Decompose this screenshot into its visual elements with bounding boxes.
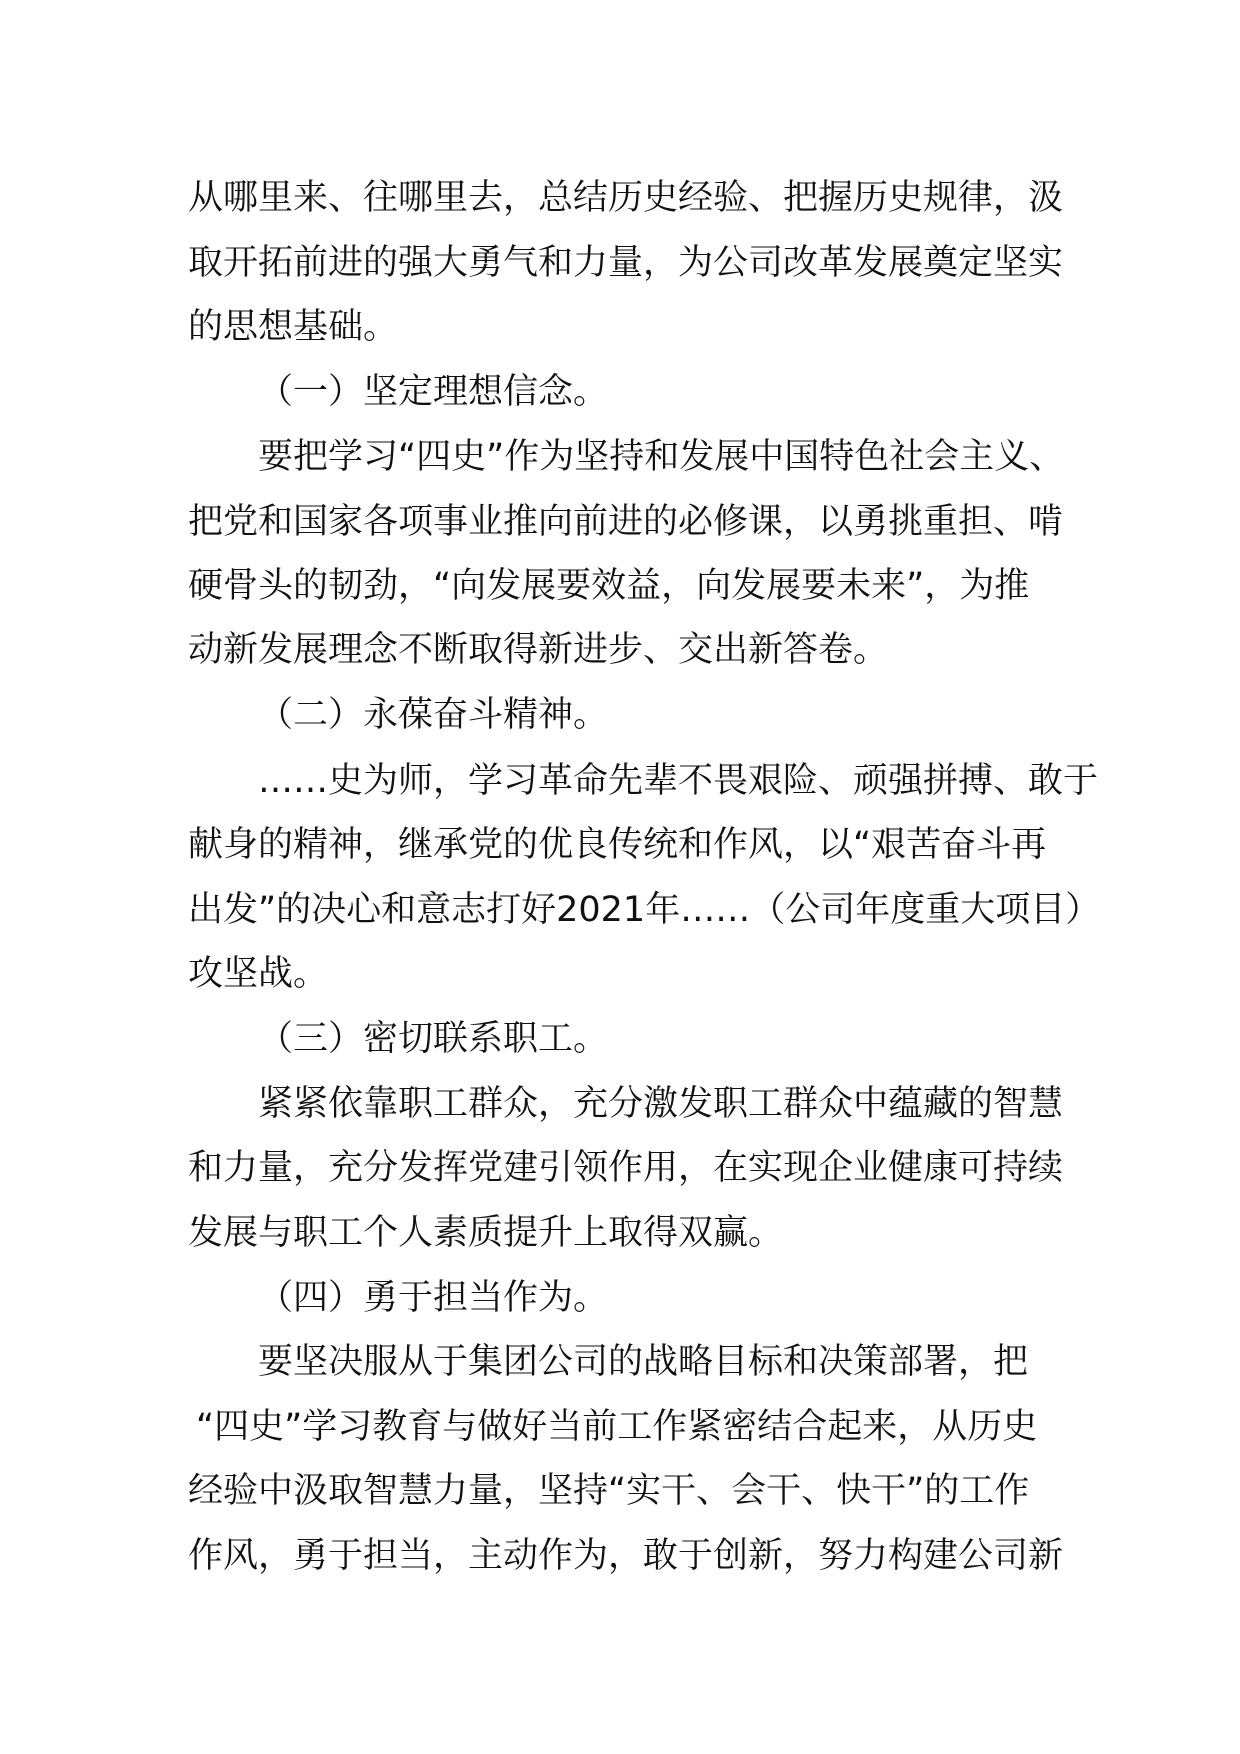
body-text-line: 经验中汲取智慧力量，坚持“实干、会干、快干”的工作: [188, 1471, 1030, 1511]
body-text-line: 攻坚战。: [188, 954, 329, 994]
body-text-line: 把党和国家各项事业推向前进的必修课，以勇挑重担、啃: [188, 502, 1064, 542]
body-text-line: 从哪里来、往哪里去，总结历史经验、把握历史规律，汲: [188, 178, 1064, 218]
section-heading-3: （三）密切联系职工。: [258, 1019, 609, 1059]
paragraph-start-line: 紧紧依靠职工群众，充分激发职工群众中蕴藏的智慧: [258, 1084, 1064, 1124]
body-text-line: “四史”学习教育与做好当前工作紧密结合起来，从历史: [196, 1407, 1038, 1447]
section-heading-4: （四）勇于担当作为。: [258, 1278, 609, 1318]
body-text-line: 硬骨头的韧劲，“向发展要效益，向发展要未来”，为推: [188, 566, 1030, 606]
paragraph-start-line: 要把学习“四史”作为坚持和发展中国特色社会主义、: [258, 437, 1065, 477]
body-text-line: 的思想基础。: [188, 307, 399, 347]
paragraph-start-line: 要坚决服从于集团公司的战略目标和决策部署，把: [258, 1342, 1029, 1382]
paragraph-start-line: ……史为师，学习革命先辈不畏艰险、顽强拼搏、敢于: [258, 761, 1099, 801]
body-text-line: 献身的精神，继承党的优良传统和作风，以“艰苦奋斗再: [188, 825, 1047, 865]
body-text-line: 取开拓前进的强大勇气和力量，为公司改革发展奠定坚实: [188, 243, 1064, 283]
body-text-line: 发展与职工个人素质提升上取得双赢。: [188, 1213, 784, 1253]
body-text-line: 作风，勇于担当，主动作为，敢于创新，努力构建公司新: [188, 1536, 1064, 1576]
body-text-line: 出发”的决心和意志打好2021年……（公司年度重大项目）: [188, 890, 1101, 930]
section-heading-1: （一）坚定理想信念。: [258, 372, 609, 412]
body-text-line: 和力量，充分发挥党建引领作用，在实现企业健康可持续: [188, 1148, 1064, 1188]
section-heading-2: （二）永葆奋斗精神。: [258, 695, 609, 735]
body-text-line: 动新发展理念不断取得新进步、交出新答卷。: [188, 630, 889, 670]
